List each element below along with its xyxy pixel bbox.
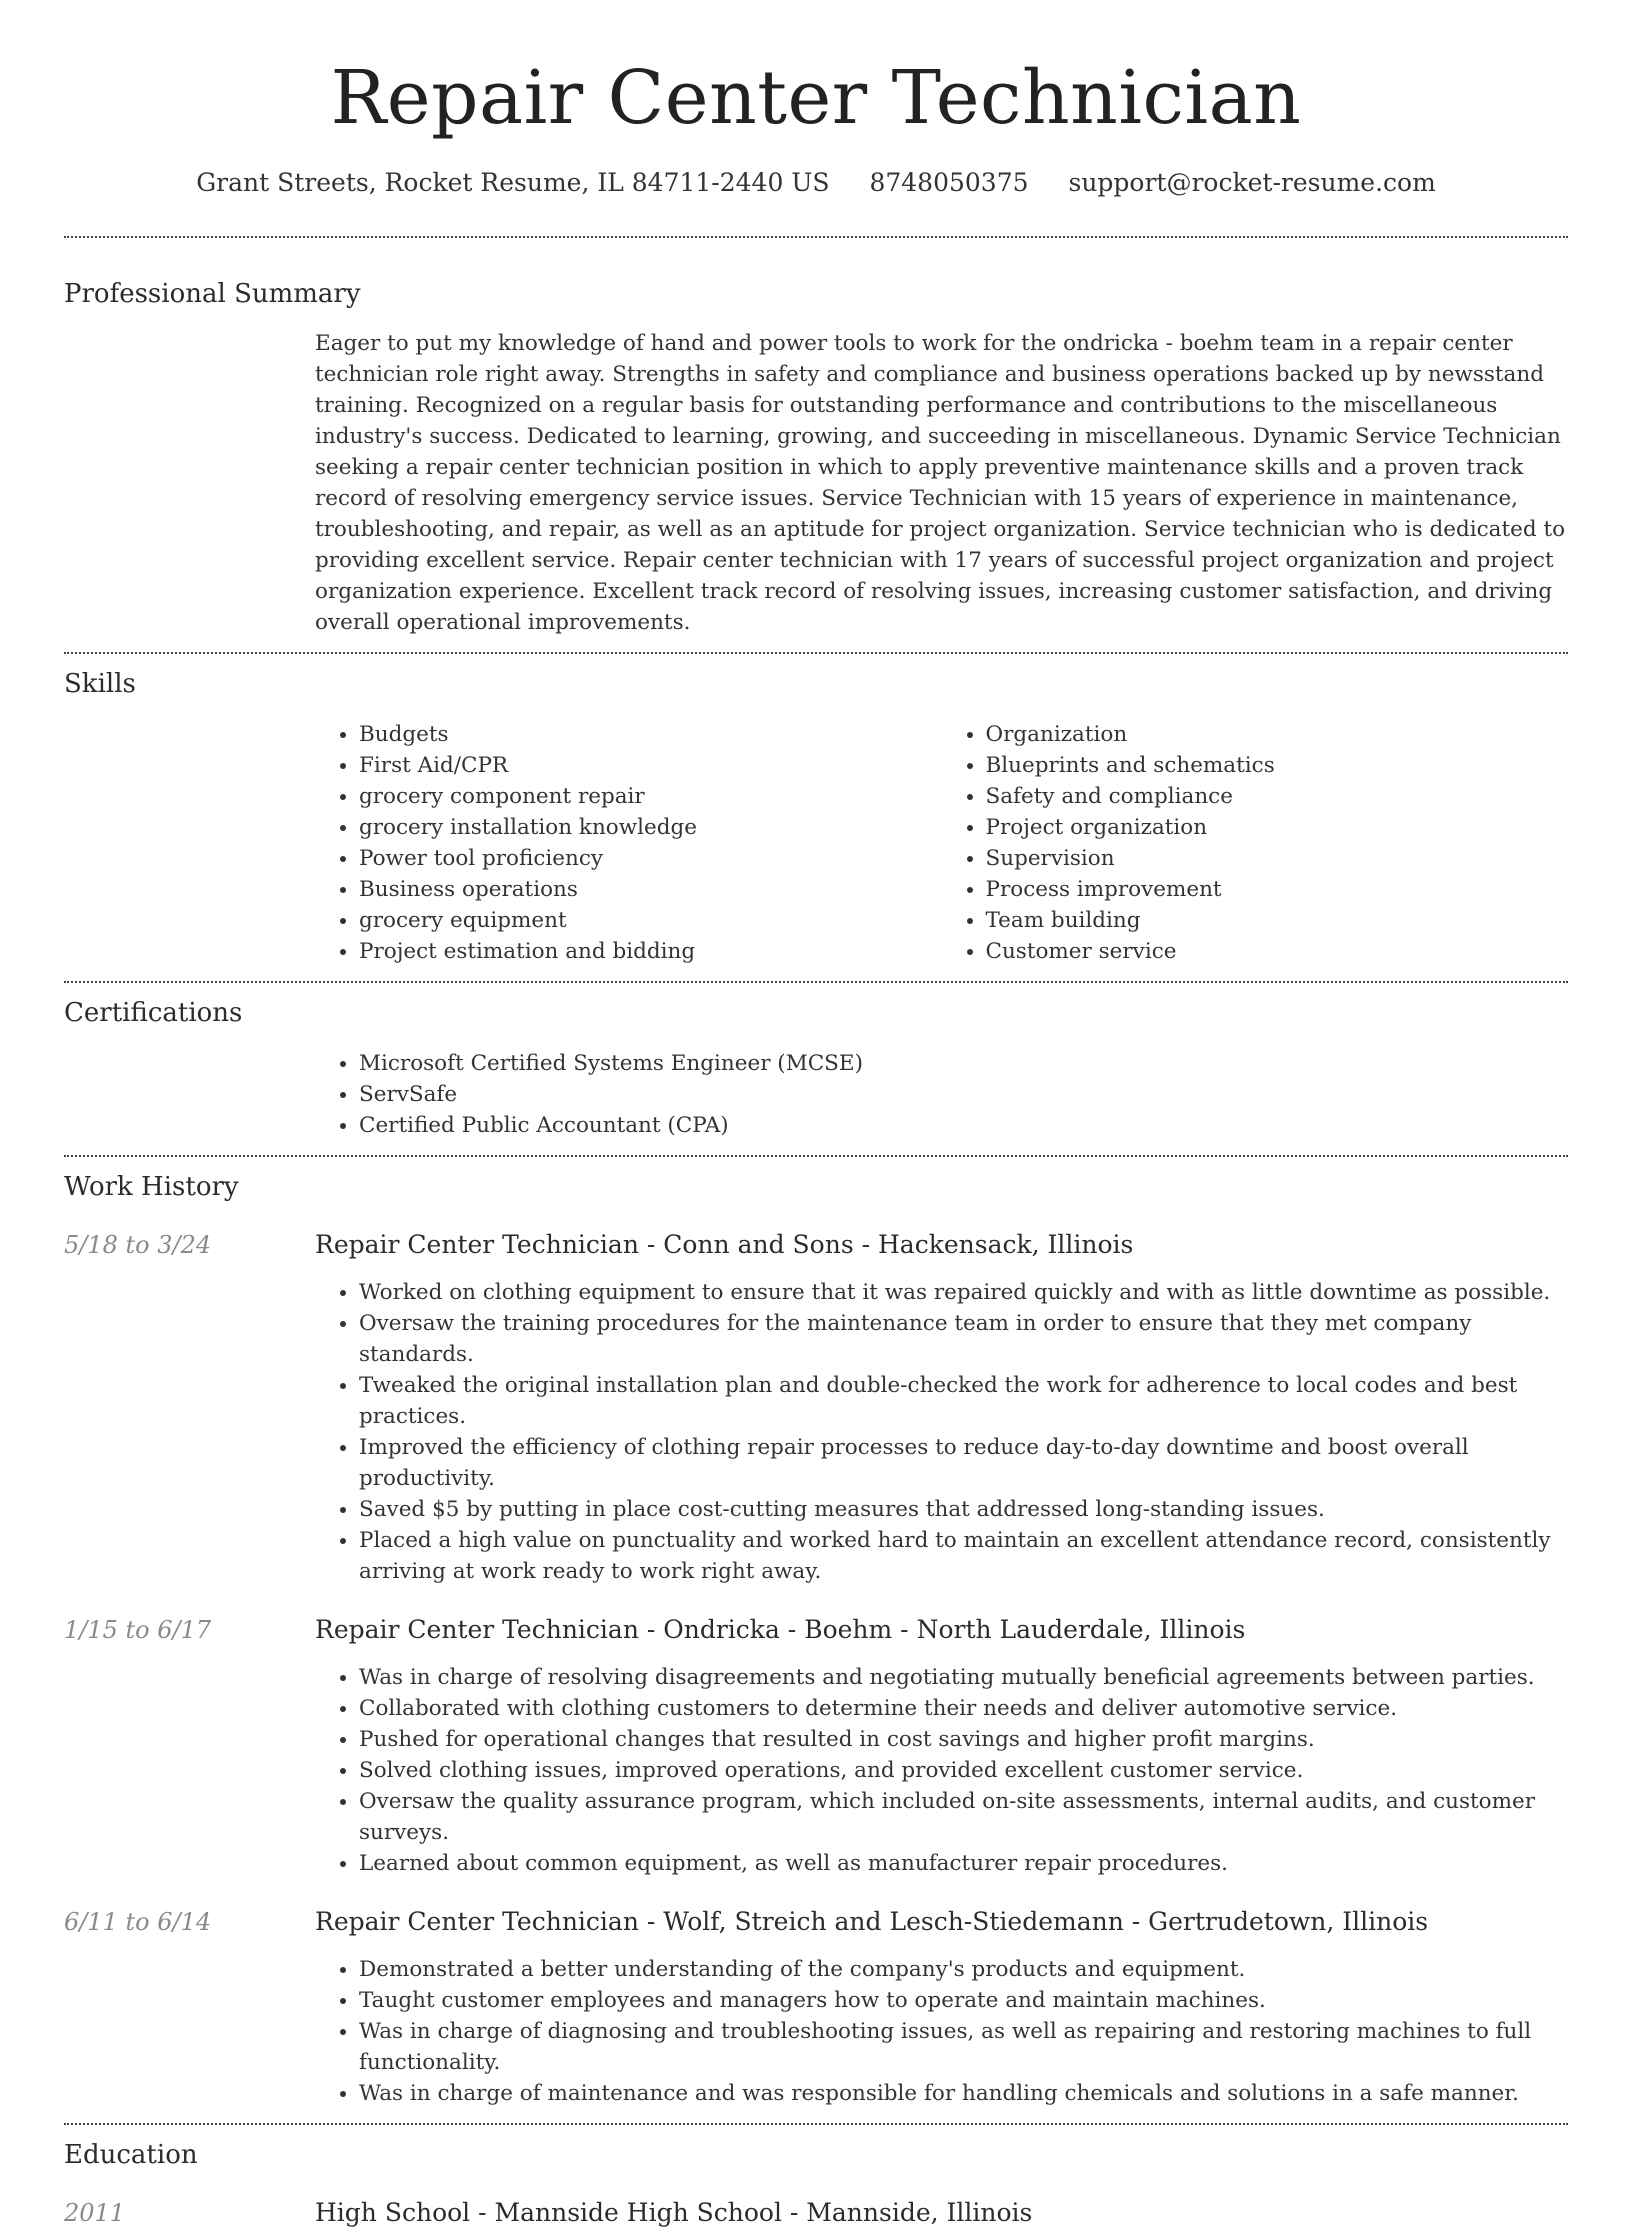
job-entry: [64, 1228, 1568, 1587]
education-title: High School - Mannside High School - Mannside, Illinois: [315, 2198, 1033, 2227]
work-history-heading: Work History: [64, 1172, 239, 1202]
education-entry: [64, 2196, 1568, 2230]
summary-text: Eager to put my knowledge of hand and power tools to work for the ondricka - boehm team in a repair center technician role right away. Strengths in safety and compliance and business operations backed up by newsstand training. Recognized on a regular basis for outstanding performance and contributions to the miscellaneous industry's success. Dedicated to learning, growing, and succeeding in miscellaneous. Dynamic Service Technician seeking a repair center technician position in which to apply preventive maintenance skills and a proven track record of resolving emergency service issues. Service Technician with 15 years of experience in maintenance, troubleshooting, and repair, as well as an aptitude for project organization. Service technician who is dedicated to providing excellent service. Repair center technician with 17 years of successful project organization and project organization experience. Excellent track record of resolving issues, increasing customer satisfaction, and driving overall operational improvements.: [315, 331, 1566, 635]
job-bullets: [315, 1662, 1568, 1879]
job-bullet: • Solved clothing issues, improved operations, and provided excellent customer service.: [359, 1755, 1568, 1786]
resume-name: Repair Center Technician: [330, 55, 1302, 141]
contact-email: support@rocket-resume.com: [1068, 168, 1436, 197]
job-bullet: • Taught customer employees and managers how to operate and maintain machines.: [359, 1985, 1568, 2016]
skills-list-left: [315, 719, 942, 967]
education-section: [64, 2125, 1568, 2230]
job-bullet: • Pushed for operational changes that resulted in cost savings and higher profit margins.: [359, 1724, 1568, 1755]
skill-item: • Power tool proficiency: [359, 843, 942, 874]
skill-item: • Budgets: [359, 719, 942, 750]
job-bullet: • Was in charge of resolving disagreements and negotiating mutually beneficial agreements between parties.: [359, 1662, 1568, 1693]
job-title: Repair Center Technician - Ondricka - Boehm - North Lauderdale, Illinois: [315, 1615, 1246, 1644]
skills-heading: Skills: [64, 669, 136, 699]
job-dates: 5/18 to 3/24: [64, 1231, 212, 1259]
job-bullet: • Oversaw the quality assurance program, which included on-site assessments, internal audits, and customer surveys.: [359, 1786, 1568, 1848]
job-entry: [64, 1613, 1568, 1879]
skill-item: • Customer service: [986, 936, 1569, 967]
job-bullets: [315, 1277, 1568, 1587]
certifications-section: [64, 983, 1568, 1141]
skill-item: • grocery equipment: [359, 905, 942, 936]
skill-item: • Safety and compliance: [986, 781, 1569, 812]
skills-section: [64, 654, 1568, 967]
certification-item: • Certified Public Accountant (CPA): [359, 1110, 1568, 1141]
job-bullet: • Oversaw the training procedures for the maintenance team in order to ensure that they met company standards.: [359, 1308, 1568, 1370]
resume-page: [64, 0, 1568, 2230]
job-bullet: • Demonstrated a better understanding of the company's products and equipment.: [359, 1954, 1568, 1985]
job-dates: 6/11 to 6/14: [64, 1908, 212, 1936]
skill-item: • Business operations: [359, 874, 942, 905]
education-heading: Education: [64, 2140, 198, 2170]
job-bullet: • Was in charge of maintenance and was responsible for handling chemicals and solutions in a safe manner.: [359, 2078, 1568, 2109]
certification-item: • Microsoft Certified Systems Engineer (MCSE): [359, 1048, 1568, 1079]
skill-item: • Blueprints and schematics: [986, 750, 1569, 781]
job-bullet: • Tweaked the original installation plan and double-checked the work for adherence to local codes and best practices.: [359, 1370, 1568, 1432]
summary-heading: Professional Summary: [64, 279, 361, 309]
skills-list-right: [942, 719, 1569, 967]
skill-item: • Supervision: [986, 843, 1569, 874]
contact-address: Grant Streets, Rocket Resume, IL 84711-2440 US: [196, 168, 830, 197]
certifications-heading: Certifications: [64, 998, 243, 1028]
job-title: Repair Center Technician - Wolf, Streich and Lesch-Stiedemann - Gertrudetown, Illinois: [315, 1907, 1429, 1936]
job-bullet: • Collaborated with clothing customers to determine their needs and deliver automotive service.: [359, 1693, 1568, 1724]
skill-item: • Project estimation and bidding: [359, 936, 942, 967]
skill-item: • grocery component repair: [359, 781, 942, 812]
contact-line: [64, 168, 1568, 198]
job-bullet: • Saved $5 by putting in place cost-cutting measures that addressed long-standing issues.: [359, 1494, 1568, 1525]
skill-item: • Organization: [986, 719, 1569, 750]
certification-item: • ServSafe: [359, 1079, 1568, 1110]
skill-item: • grocery installation knowledge: [359, 812, 942, 843]
skill-item: • Process improvement: [986, 874, 1569, 905]
job-bullet: • Was in charge of diagnosing and troubleshooting issues, as well as repairing and restoring machines to full functionality.: [359, 2016, 1568, 2078]
contact-phone: 8748050375: [869, 168, 1029, 197]
job-bullet: • Improved the efficiency of clothing repair processes to reduce day-to-day downtime and boost overall productivity.: [359, 1432, 1568, 1494]
job-dates: 1/15 to 6/17: [64, 1616, 212, 1644]
job-bullet: • Worked on clothing equipment to ensure that it was repaired quickly and with as little downtime as possible.: [359, 1277, 1568, 1308]
certifications-list: [315, 1048, 1568, 1141]
summary-section: [64, 238, 1568, 638]
job-bullet: • Placed a high value on punctuality and worked hard to maintain an excellent attendance record, consistently arriving at work ready to work right away.: [359, 1525, 1568, 1587]
skill-item: • First Aid/CPR: [359, 750, 942, 781]
skill-item: • Team building: [986, 905, 1569, 936]
job-entry: [64, 1905, 1568, 2109]
work-history-section: [64, 1157, 1568, 2109]
job-bullets: [315, 1954, 1568, 2109]
job-bullet: • Learned about common equipment, as well as manufacturer repair procedures.: [359, 1848, 1568, 1879]
job-title: Repair Center Technician - Conn and Sons - Hackensack, Illinois: [315, 1230, 1134, 1259]
education-year: 2011: [64, 2199, 126, 2227]
skill-item: • Project organization: [986, 812, 1569, 843]
